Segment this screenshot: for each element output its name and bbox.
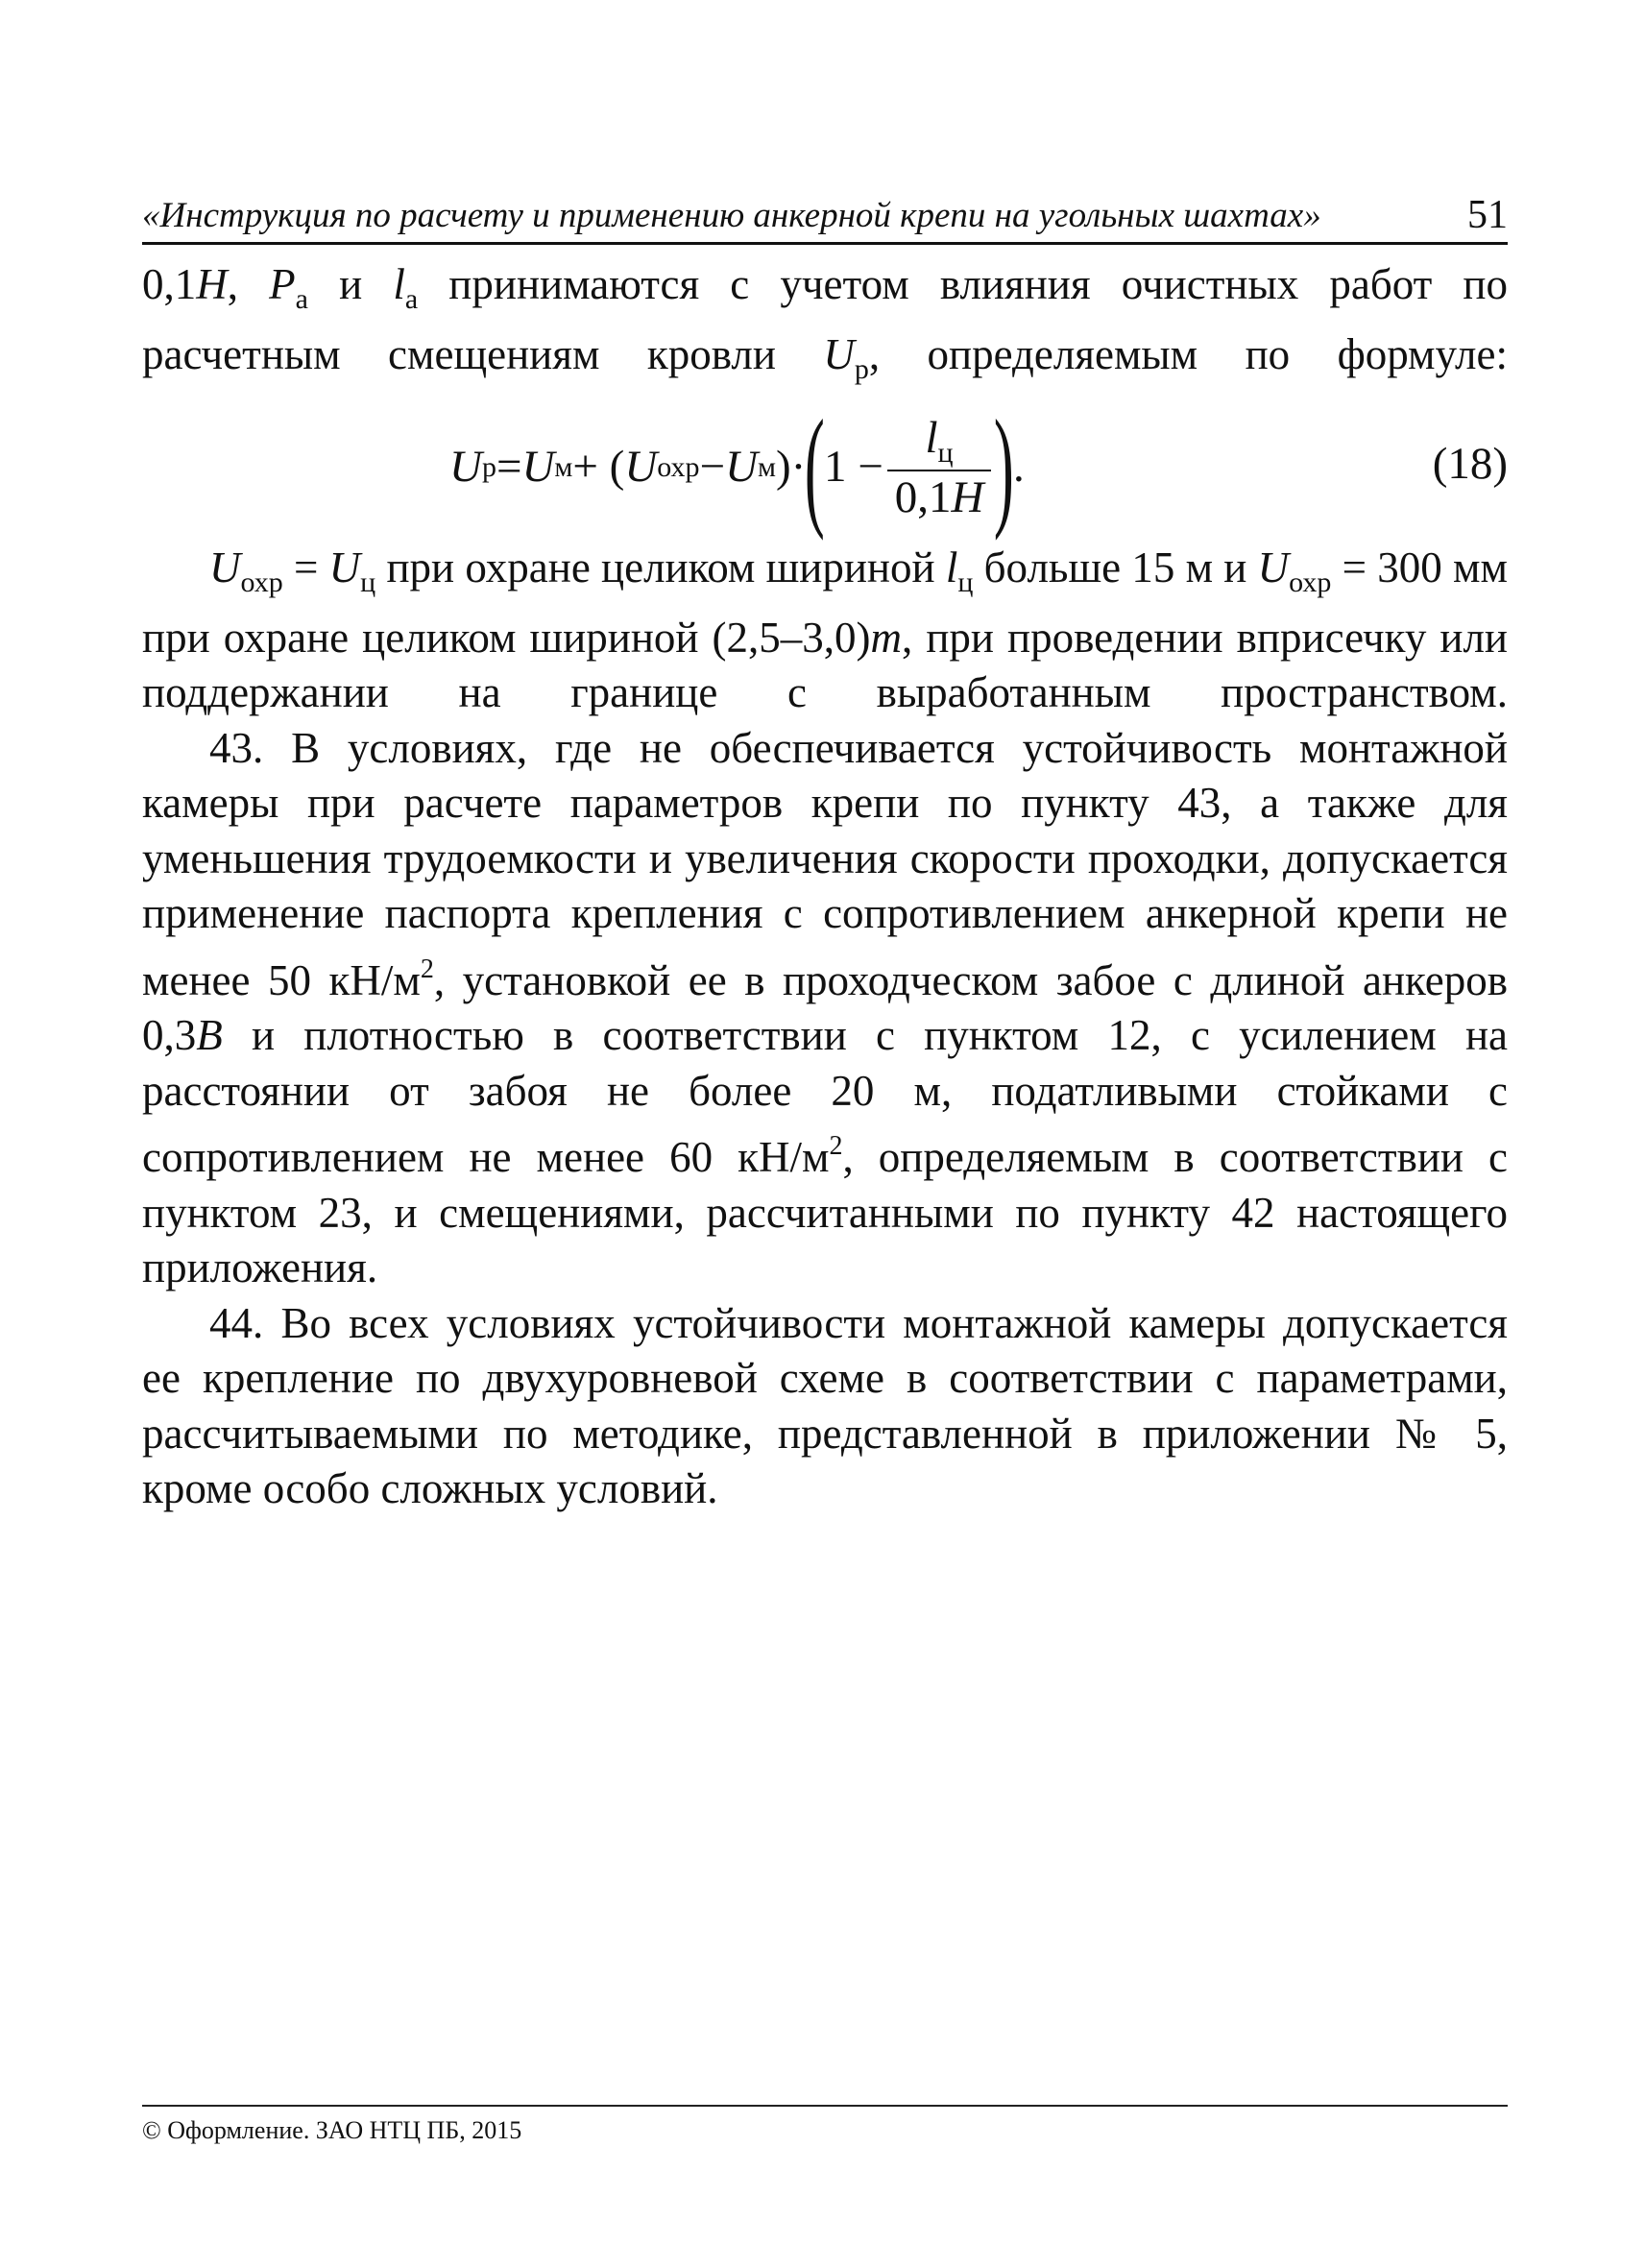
- subscript: ц: [937, 436, 954, 469]
- fraction: [887, 412, 992, 522]
- symbol-m: m: [870, 613, 903, 662]
- operator: −: [699, 442, 726, 493]
- symbol-U: U: [521, 442, 555, 493]
- fraction-numerator: [917, 412, 960, 470]
- equals-sign: =: [282, 543, 329, 591]
- symbol-B: B: [196, 1011, 223, 1059]
- formula-expression: [449, 393, 1025, 542]
- formula-18: [142, 393, 1508, 542]
- subscript: охр: [657, 451, 700, 484]
- text-fragment: 0,1: [142, 260, 197, 308]
- symbol-H: H: [196, 260, 228, 308]
- symbol-l: l: [945, 543, 958, 591]
- text-fragment: = 300 мм при охране целиком шириной (2,5–3,0): [142, 543, 1508, 662]
- condition-paragraph: [142, 541, 1508, 721]
- page-footer: © Оформление. ЗАО НТЦ ПБ, 2015: [142, 2105, 1508, 2145]
- symbol-U: U: [449, 442, 482, 493]
- text-fragment: , установкой ее в проходческом забое с длиной анкеров 0,3: [142, 955, 1508, 1059]
- left-paren: (: [805, 393, 826, 542]
- text-fragment: при охране целиком шириной: [375, 543, 946, 591]
- paragraph-44: 44. Во всех условиях устойчивости монтажной камеры допускается ее крепление по двухуровневой схеме в соответствии с параметрами, рассчитываемыми по методике, представленной в приложении № 5, кроме особо сложных условий.: [142, 1298, 1508, 1512]
- operator: 1 −: [823, 442, 883, 493]
- text-fragment: принимаются с учетом влияния очистных работ по расчетным смещениям кровли: [142, 260, 1508, 378]
- fraction-denominator: [887, 470, 992, 520]
- subscript: р: [481, 451, 496, 484]
- subscript: охр: [240, 567, 283, 598]
- subscript: ц: [360, 567, 376, 598]
- operator: )·: [776, 442, 807, 493]
- symbol-U: U: [624, 442, 658, 493]
- subscript: охр: [1289, 567, 1332, 598]
- symbol-U: U: [823, 329, 855, 378]
- symbol-l: l: [925, 412, 938, 463]
- symbol-l: l: [393, 260, 405, 308]
- text-fragment: и: [307, 260, 394, 308]
- text-fragment: , определяемым по формуле:: [868, 329, 1508, 378]
- text-fragment: , при проведении вприсечку или поддержании на границе с выработанным пространством.: [142, 613, 1508, 716]
- subscript: м: [758, 451, 776, 484]
- equation-number: (18): [1432, 439, 1508, 489]
- page-header: [142, 182, 1508, 245]
- period: .: [1013, 442, 1025, 493]
- subscript: ц: [957, 567, 974, 598]
- text-fragment: ,: [227, 260, 270, 308]
- symbol-U: U: [209, 543, 241, 591]
- text-fragment: и плотностью в соответствии с пунктом 12, с усилением на расстоянии от забоя не более 20 м, податливыми стойками с сопротивлением не менее 60 кН/м: [142, 1011, 1508, 1181]
- page-body: [142, 257, 1508, 1517]
- intro-paragraph: [142, 257, 1508, 397]
- page-number: 51: [1467, 193, 1508, 237]
- subscript: а: [295, 283, 308, 315]
- superscript: 2: [420, 953, 434, 984]
- symbol-H: H: [951, 471, 984, 522]
- text-fragment: 43. В условиях, где не обеспечивается устойчивость монтажной камеры при расчете параметров крепи по пункту 43, а также для уменьшения трудоемкости и увеличения скорости проходки, допускается применение паспорта крепления с сопротивлением анкерной крепи не менее 50 кН/м: [142, 723, 1508, 1004]
- text-fragment: , определяемым в соответствии с пунктом 23, и смещениями, рассчитанными по пункту 42 настоящего приложения.: [142, 1133, 1509, 1291]
- subscript: р: [854, 352, 869, 385]
- superscript: 2: [829, 1131, 843, 1161]
- right-paren: ): [994, 393, 1015, 542]
- text-fragment: 0,1: [894, 471, 952, 522]
- subscript: м: [554, 451, 573, 484]
- symbol-U: U: [725, 442, 759, 493]
- symbol-U: U: [328, 543, 361, 591]
- equals-sign: =: [496, 442, 522, 493]
- text-fragment: больше 15 м и: [973, 543, 1258, 591]
- symbol-U: U: [1257, 543, 1290, 591]
- subscript: а: [404, 283, 419, 315]
- running-title: «Инструкция по расчету и применению анкерной крепи на угольных шахтах»: [142, 196, 1321, 235]
- operator: + (: [572, 442, 625, 493]
- symbol-P: P: [269, 260, 296, 308]
- paragraph-43: [142, 721, 1508, 1296]
